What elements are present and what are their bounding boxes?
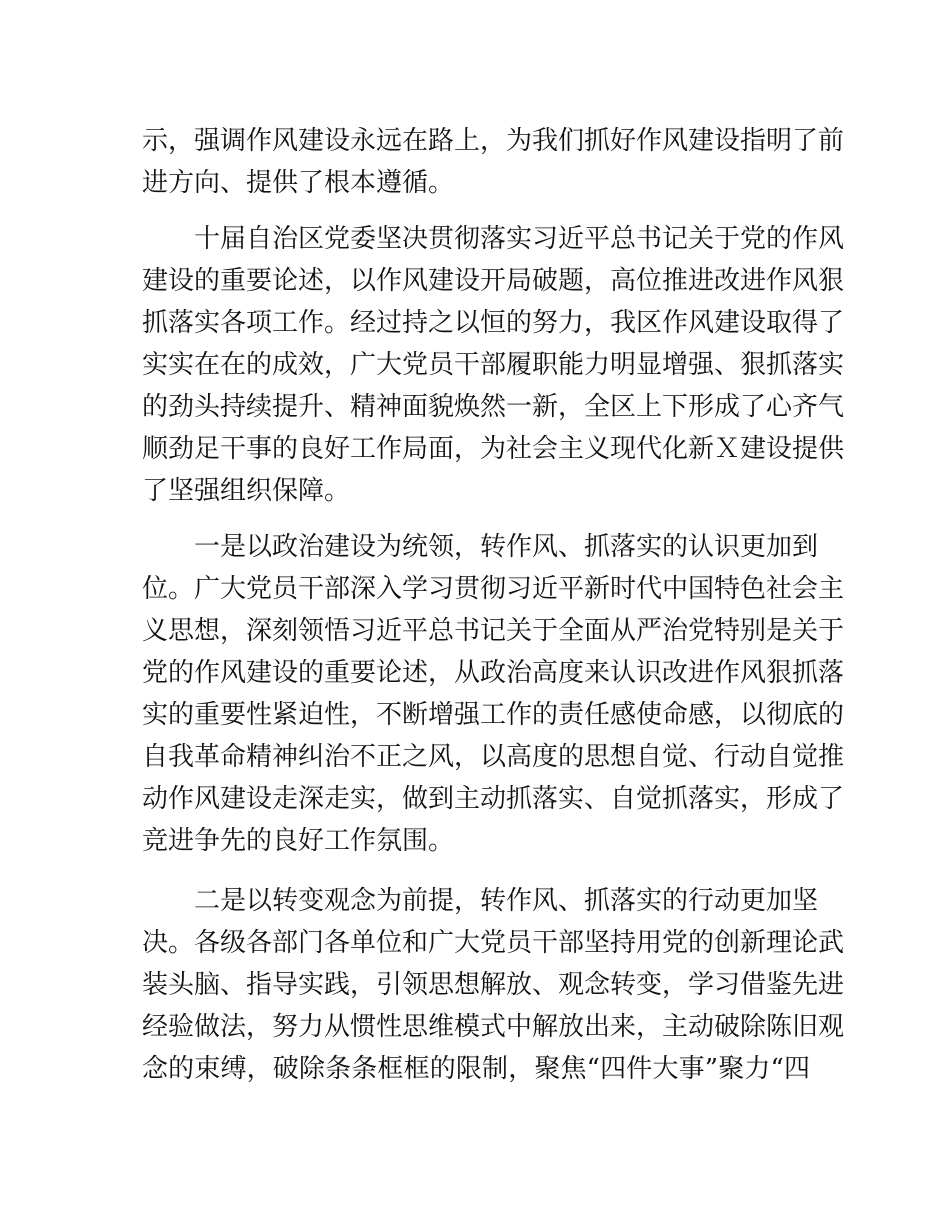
paragraph-1-line-1: 示，强调作风建设永远在路上，为我们抓好作风建设指明了前 (142, 126, 845, 156)
paragraph-3-line-1: 一是以政治建设为统领，转作风、抓落实的认识更加到 (194, 532, 819, 562)
paragraph-3-line-6: 自我革命精神纠治不正之风，以高度的思想自觉、行动自觉推 (142, 742, 845, 772)
paragraph-4-line-5: 念的束缚，破除条条框框的限制，聚焦“四件大事”聚力“四 (142, 1054, 810, 1084)
paragraph-4-line-1: 二是以转变观念为前提，转作风、抓落实的行动更加坚 (194, 886, 819, 916)
paragraph-3-line-2: 位。广大党员干部深入学习贯彻习近平新时代中国特色社会主 (142, 574, 845, 604)
paragraph-4-line-2: 决。各级各部门各单位和广大党员干部坚持用党的创新理论武 (142, 928, 845, 958)
paragraph-3-line-4: 党的作风建设的重要论述，从政治高度来认识改进作风狠抓落 (142, 658, 845, 688)
paragraph-2-line-5: 的劲头持续提升、精神面貌焕然一新，全区上下形成了心齐气 (142, 392, 845, 422)
paragraph-2-line-6: 顺劲足干事的良好工作局面，为社会主义现代化新Ｘ建设提供 (142, 434, 845, 464)
paragraph-3-line-5: 实的重要性紧迫性，不断增强工作的责任感使命感，以彻底的 (142, 700, 845, 730)
paragraph-2-line-7: 了坚强组织保障。 (142, 476, 351, 506)
paragraph-1-line-2: 进方向、提供了根本遵循。 (142, 168, 455, 198)
paragraph-4-line-4: 经验做法，努力从惯性思维模式中解放出来，主动破除陈旧观 (142, 1012, 845, 1042)
paragraph-3-line-7: 动作风建设走深走实，做到主动抓落实、自觉抓落实，形成了 (142, 784, 845, 814)
paragraph-4-line-3: 装头脑、指导实践，引领思想解放、观念转变，学习借鉴先进 (142, 970, 845, 1000)
paragraph-2-line-3: 抓落实各项工作。经过持之以恒的努力，我区作风建设取得了 (142, 308, 845, 338)
paragraph-2-line-4: 实实在在的成效，广大党员干部履职能力明显增强、狠抓落实 (142, 350, 845, 380)
paragraph-3-line-8: 竞进争先的良好工作氛围。 (142, 826, 455, 856)
paragraph-3-line-3: 义思想，深刻领悟习近平总书记关于全面从严治党特别是关于 (142, 616, 845, 646)
paragraph-2-line-2: 建设的重要论述，以作风建设开局破题，高位推进改进作风狠 (142, 266, 845, 296)
paragraph-2-line-1: 十届自治区党委坚决贯彻落实习近平总书记关于党的作风 (194, 224, 845, 254)
